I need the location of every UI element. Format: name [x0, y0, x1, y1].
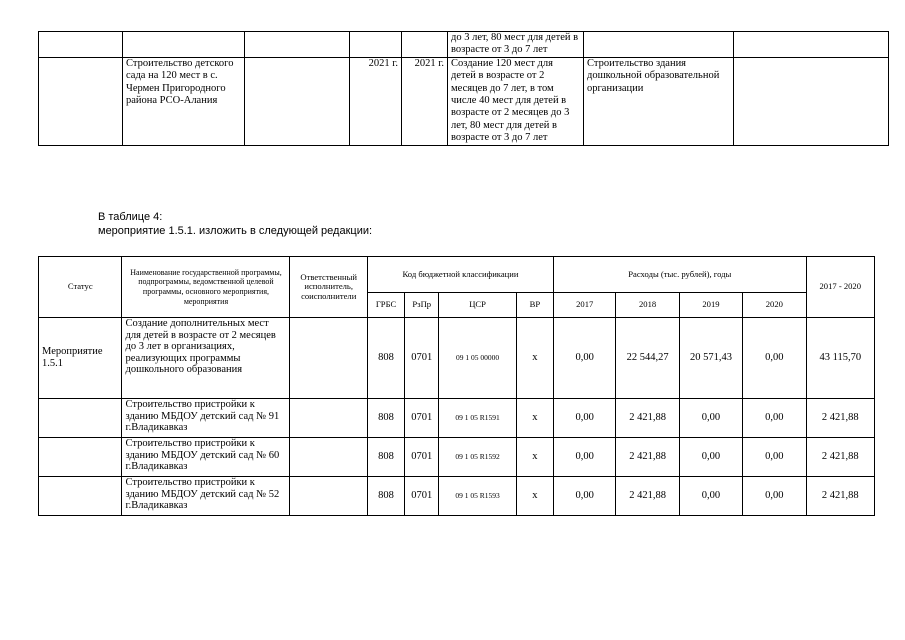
value-2019-cell: 0,00	[679, 438, 742, 477]
header-rzpr: РзПр	[405, 293, 439, 318]
rzpr-cell: 0701	[405, 318, 439, 399]
description-cell: до 3 лет, 80 мест для детей в возрасте от 3 до 7 лет	[448, 32, 584, 58]
header-grbs: ГРБС	[367, 293, 404, 318]
caption-table-4: В таблице 4:	[98, 211, 163, 223]
value-2020-cell: 0,00	[743, 477, 806, 516]
total-cell: 2 421,88	[806, 399, 874, 438]
object-name-cell: Строительство детского сада на 120 мест в с. Чермен Пригородного района РСО-Алания	[123, 57, 245, 145]
value-2020-cell: 0,00	[743, 399, 806, 438]
csr-cell: 09 1 05 00000	[439, 318, 516, 399]
value-2018-cell: 22 544,27	[616, 318, 679, 399]
table-row	[39, 57, 889, 145]
status-cell: Мероприятие 1.5.1	[39, 318, 122, 399]
name-cell: Строительство пристройки к зданию МБДОУ детский сад № 91 г.Владикавказ	[122, 399, 290, 438]
rzpr-cell: 0701	[405, 438, 439, 477]
status-cell	[39, 438, 122, 477]
value-2018-cell: 2 421,88	[616, 477, 679, 516]
result-cell: Строительство здания дошкольной образовательной организации	[584, 57, 734, 145]
value-2020-cell: 0,00	[743, 318, 806, 399]
status-cell	[39, 477, 122, 516]
header-budget-code: Код бюджетной классификации	[367, 257, 553, 293]
table-row	[39, 399, 875, 438]
csr-cell: 09 1 05 R1592	[439, 438, 516, 477]
csr-cell: 09 1 05 R1591	[439, 399, 516, 438]
total-cell: 2 421,88	[806, 477, 874, 516]
total-cell: 43 115,70	[806, 318, 874, 399]
header-name: Наименование государственной программы, подпрограммы, ведомственной целевой программы, основного мероприятия, мероприятия	[122, 257, 290, 318]
rzpr-cell: 0701	[405, 477, 439, 516]
grbs-cell: 808	[367, 399, 404, 438]
value-2019-cell: 0,00	[679, 399, 742, 438]
header-vr: ВР	[516, 293, 553, 318]
grbs-cell: 808	[367, 318, 404, 399]
header-executor: Ответственный исполнитель, соисполнители	[290, 257, 367, 318]
csr-cell: 09 1 05 R1593	[439, 477, 516, 516]
header-2018: 2018	[616, 293, 679, 318]
value-2017-cell: 0,00	[554, 438, 616, 477]
header-2020: 2020	[743, 293, 806, 318]
name-cell: Строительство пристройки к зданию МБДОУ детский сад № 52 г.Владикавказ	[122, 477, 290, 516]
header-2019: 2019	[679, 293, 742, 318]
table-row	[39, 438, 875, 477]
header-status: Статус	[39, 257, 122, 318]
value-2017-cell: 0,00	[554, 477, 616, 516]
year-end-cell: 2021 г.	[402, 57, 448, 145]
caption-edit-note: мероприятие 1.5.1. изложить в следующей редакции:	[98, 225, 373, 237]
header-2017: 2017	[554, 293, 616, 318]
total-cell: 2 421,88	[806, 438, 874, 477]
value-2019-cell: 20 571,43	[679, 318, 742, 399]
value-2017-cell: 0,00	[554, 399, 616, 438]
header-total: 2017 - 2020	[806, 257, 874, 318]
value-2017-cell: 0,00	[554, 318, 616, 399]
header-csr: ЦСР	[439, 293, 516, 318]
description-cell: Создание 120 мест для детей в возрасте от 2 месяцев до 7 лет, в том числе 40 мест для детей в возрасте от 2 месяцев до 3 лет, 80 мест для детей в возрасте от 3 до 7 лет	[448, 57, 584, 145]
table-row	[39, 477, 875, 516]
vr-cell: х	[516, 318, 553, 399]
value-2019-cell: 0,00	[679, 477, 742, 516]
value-2018-cell: 2 421,88	[616, 399, 679, 438]
table-row	[39, 318, 875, 399]
header-row	[39, 257, 875, 293]
name-cell: Создание дополнительных мест для детей в возрасте от 2 месяцев до 3 лет в организациях, реализующих программы дошкольного образования	[122, 318, 290, 399]
header-expenses: Расходы (тыс. рублей), годы	[554, 257, 807, 293]
value-2018-cell: 2 421,88	[616, 438, 679, 477]
rzpr-cell: 0701	[405, 399, 439, 438]
table-row	[39, 32, 889, 58]
grbs-cell: 808	[367, 477, 404, 516]
name-cell: Строительство пристройки к зданию МБДОУ детский сад № 60 г.Владикавказ	[122, 438, 290, 477]
top-table	[38, 31, 889, 146]
year-start-cell: 2021 г.	[350, 57, 402, 145]
grbs-cell: 808	[367, 438, 404, 477]
vr-cell: х	[516, 438, 553, 477]
main-table	[38, 256, 875, 516]
status-cell	[39, 399, 122, 438]
vr-cell: х	[516, 399, 553, 438]
vr-cell: х	[516, 477, 553, 516]
value-2020-cell: 0,00	[743, 438, 806, 477]
